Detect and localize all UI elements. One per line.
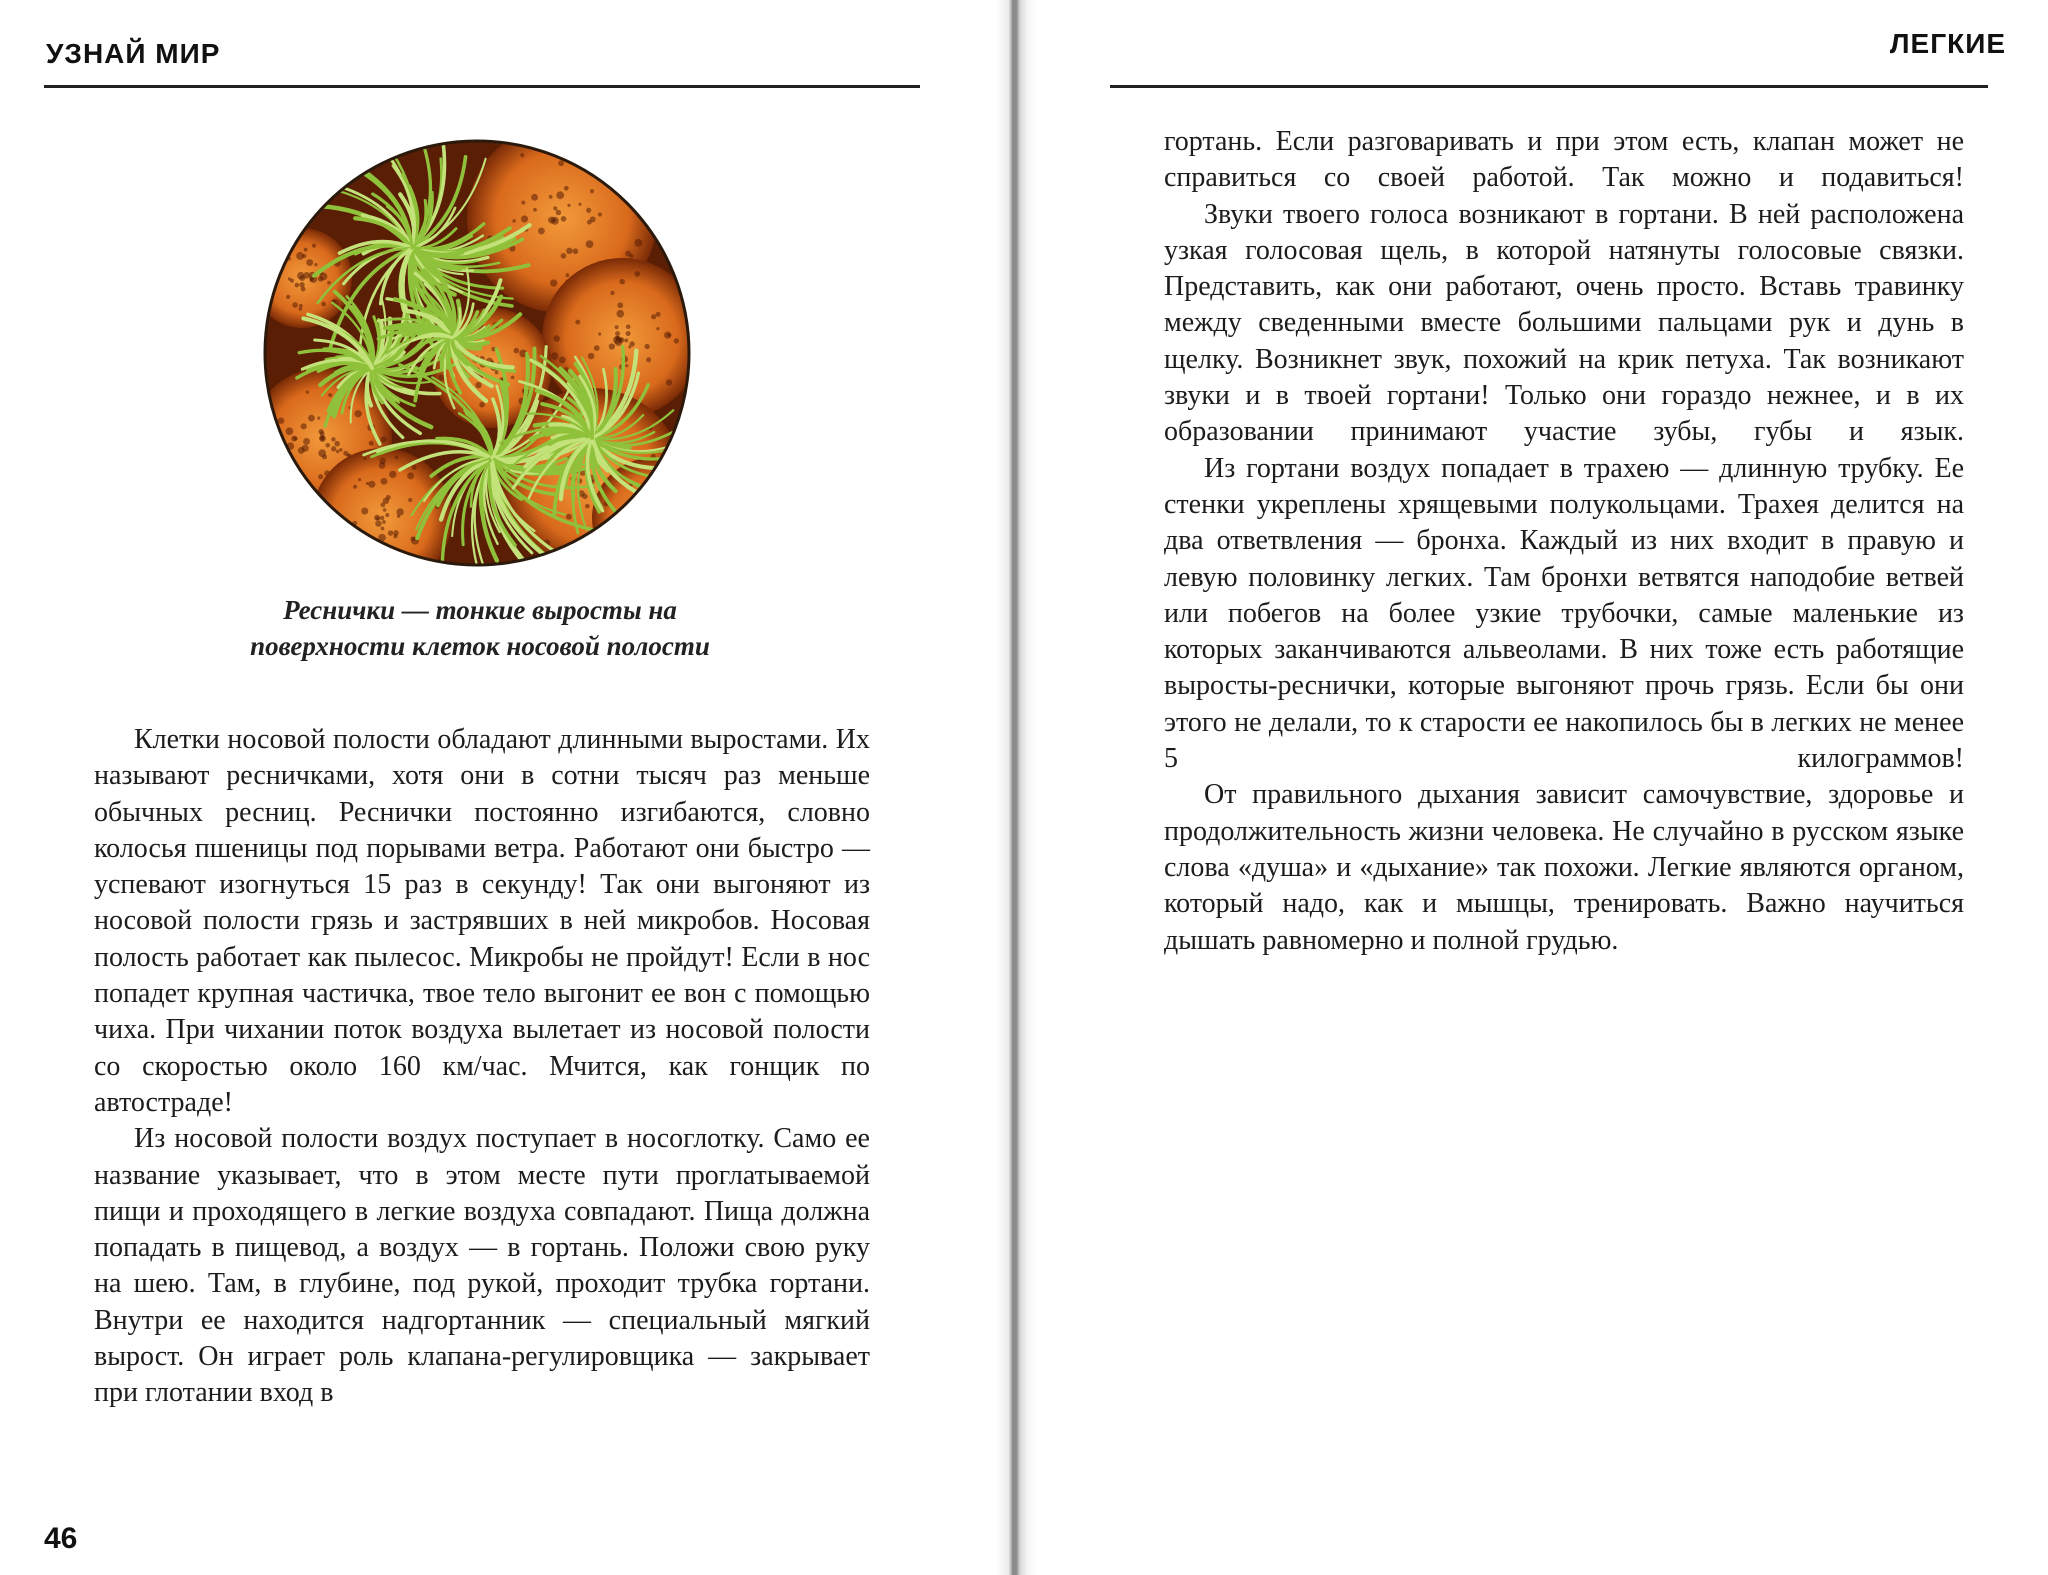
cell-texture-dot [395,455,399,459]
cell-texture-dot [640,505,647,512]
cell-texture-dot [318,276,324,282]
cell-texture-dot [624,338,628,342]
cell-texture-dot [657,508,665,516]
cell-texture-dot [657,526,663,532]
cell-texture-dot [381,527,385,531]
cell-texture-dot [669,530,676,537]
cell-texture-dot [318,449,326,457]
cell-texture-dot [642,501,649,508]
cell-texture-dot [292,302,298,308]
cell-texture-dot [645,562,652,568]
paragraph: Из носовой полости воздух поступает в носоглотку. Само ее название указывает, что в этом месте пути проглатываемой пищи и проходящего в легкие воздуха совпадают. Пища должна попадать в пищевод, а воздух — в гортань. Положи свою руку на шею. Там, в глубине, под рукой, проходит трубка гортани. Внутри ее находится надгортанник — специальный мягкий вырост. Он играет роль клапана-регулировщика — закрывает при глотании вход в [94,1123,870,1409]
cell-texture-dot [301,423,307,429]
cell-texture-dot [594,345,600,351]
cell-texture-dot [318,474,323,479]
cell-texture-dot [626,324,631,329]
cell-texture-dot [554,335,560,341]
cell-texture-dot [619,338,622,341]
cell-texture-dot [278,468,281,471]
cell-texture-dot [475,382,481,388]
cell-texture-dot [651,515,654,518]
cell-texture-dot [331,446,336,451]
cilia-illustration [262,138,692,568]
cell-texture-dot [299,275,305,281]
header-rule-left [44,85,920,88]
cell-texture-dot [682,552,686,556]
header-rule-right [1110,85,1988,88]
cell-texture-dot [339,448,342,451]
right-page [1022,0,2048,1575]
cell-texture-dot [335,548,342,555]
cell-texture-dot [262,271,265,279]
cell-texture-dot [366,482,369,485]
cell-texture-dot [299,282,304,287]
cell-texture-dot [548,217,555,224]
cell-texture-dot [661,521,665,525]
cell-texture-dot [656,312,661,317]
cell-texture-dot [561,216,567,222]
cell-texture-dot [298,447,305,454]
running-head-right: ЛЕГКИЕ [1889,28,2006,59]
cell-texture-dot [603,538,609,544]
figure-caption [140,592,820,664]
cell-texture-dot [376,517,380,521]
cell-texture-dot [306,390,309,393]
cell-texture-dot [566,248,572,254]
cell-texture-dot [656,327,659,330]
cell-texture-dot [561,253,567,259]
cell-texture-dot [680,517,687,524]
cell-texture-dot [679,476,686,483]
cell-texture-dot [268,281,272,285]
cell-texture-dot [630,517,637,524]
page-number: 46 [44,1522,78,1555]
cell-texture-dot [278,417,284,423]
cell-texture-dot [621,553,628,560]
cell-texture-dot [521,201,525,205]
cell-texture-dot [408,498,412,502]
cell-texture-dot [495,371,499,375]
paragraph: гортань. Если разговаривать и при этом есть, клапан может не справиться со своей работой. Так можно и подавиться! [1164,126,1964,194]
cell-texture-dot [383,498,389,504]
cell-texture-dot [652,567,656,568]
cell-texture-dot [566,514,572,520]
cell-texture-dot [353,485,357,489]
cell-texture-dot [327,281,331,285]
cell-texture-dot [538,227,545,234]
cell-texture-dot [649,516,654,521]
cell-texture-dot [549,195,553,199]
cell-texture-dot [656,475,660,479]
paragraph: Звуки твоего голоса возникают в гортани. В ней расположена узкая голосовая щель, в которой натянуты голосовые связки. Представить, как они работают, очень просто. Вставь травинку между сведенными вместе большими пальцами рук и дунь в щелку. Возникнет звук, похожий на крик петуха. Так возникают звуки и в твоей гортани! Только они гораздо нежнее, и в их образовании принимают участие зубы, губы и язык. [1164,198,1964,448]
cell-texture-dot [558,160,564,166]
cell-texture-dot [572,248,578,254]
cell-texture-dot [675,513,678,516]
cell-texture-dot [397,515,400,518]
paragraph: От правильного дыхания зависит самочувствие, здоровье и продолжительность жизни человека. Не случайно в русском языке слова «душа» и «дыхание» так похожи. Легкие являются органом, который надо, как и мышцы, тренировать. Важно научиться дышать равномерно и полной грудью. [1164,779,1964,956]
cell-texture-dot [334,441,339,446]
cell-texture-dot [595,153,599,157]
cell-texture-dot [559,357,566,364]
cell-texture-dot [636,199,643,206]
cell-texture-dot [383,508,387,512]
cell-texture-dot [598,333,601,336]
cell-texture-dot [668,540,674,546]
cell-texture-dot [369,441,374,446]
cell-texture-dot [586,208,591,213]
cell-texture-dot [396,508,403,515]
cell-texture-dot [567,204,570,207]
cell-texture-dot [646,357,651,362]
cell-texture-dot [625,364,628,367]
cell-texture-dot [328,393,332,397]
cell-texture-dot [381,478,388,485]
cell-texture-dot [379,458,386,465]
cell-texture-dot [618,545,622,549]
cell-texture-dot [514,348,520,354]
gutter-spine-line [1012,0,1017,1575]
cell-texture-dot [648,546,656,554]
cell-texture-dot [521,215,528,222]
cell-texture-dot [381,436,387,442]
cell-texture-dot [651,493,657,499]
cell-texture-dot [299,304,303,308]
cell-texture-dot [586,240,594,248]
cell-texture-dot [619,549,625,555]
cilia-micrograph-image [262,138,692,568]
cell-texture-dot [389,471,396,478]
cell-texture-dot [331,437,335,441]
cell-texture-dot [294,283,299,288]
cell-texture-dot [399,554,403,558]
cell-texture-dot [588,353,595,360]
cell-texture-dot [533,208,537,212]
cell-texture-dot [511,376,515,380]
cell-texture-dot [647,527,650,530]
cell-texture-dot [412,465,417,470]
running-head-left: УЗНАЙ МИР [46,38,221,69]
cell-texture-dot [590,189,594,193]
cell-texture-dot [651,314,656,319]
cell-texture-dot [321,436,324,439]
cell-texture-dot [666,379,672,385]
cell-texture-dot [321,302,326,307]
cell-texture-dot [325,443,330,448]
cell-texture-dot [565,273,569,277]
cell-texture-dot [598,212,602,216]
cell-texture-dot [659,486,667,494]
cell-texture-dot [629,538,635,544]
cell-texture-dot [314,263,317,266]
cell-texture-dot [667,333,671,337]
cell-texture-dot [380,516,385,521]
cell-texture-dot [668,512,675,519]
cell-texture-dot [375,520,381,526]
cell-texture-dot [626,331,631,336]
cell-texture-dot [556,210,561,215]
cell-texture-dot [388,530,393,535]
cell-texture-dot [651,517,658,524]
cell-texture-dot [262,285,265,291]
cell-texture-dot [575,320,580,325]
cell-texture-dot [674,338,679,343]
cell-texture-dot [512,219,516,223]
cell-texture-dot [617,302,623,308]
cell-texture-dot [296,252,304,260]
cell-texture-dot [264,293,270,299]
cell-texture-dot [306,259,313,266]
cell-texture-dot [657,472,664,479]
cell-texture-dot [646,558,653,565]
cell-texture-dot [556,191,564,199]
cell-texture-dot [531,194,538,201]
cell-texture-dot [520,153,524,157]
cell-texture-dot [686,492,689,495]
cell-texture-dot [590,216,596,222]
cell-texture-dot [291,436,297,442]
cell-texture-dot [629,341,634,346]
cell-texture-dot [382,520,386,524]
cell-texture-dot [585,504,590,509]
cell-texture-dot [619,279,625,285]
cell-texture-dot [385,513,389,517]
cell-texture-dot [273,248,279,254]
cell-texture-dot [358,478,361,481]
cell-texture-dot [364,457,367,460]
cell-texture-dot [393,534,397,538]
cell-texture-dot [651,517,655,521]
cell-texture-dot [479,402,485,408]
caption-line-1: Реснички — тонкие выросты на [283,595,677,625]
cell-texture-dot [610,291,614,295]
paragraph: Из гортани воздух попадает в трахею — длинную трубку. Ее стенки укреплены хрящевыми полукольцами. Трахея делится на два ответвления — бронха. Каждый из них входит в правую и левую половинку легких. Там бронхи ветвятся наподобие ветвей или побегов на более узкие трубочки, самые маленькие из которых заканчиваются альвеолами. В них тоже есть работящие выросты-реснички, которые выгоняют прочь грязь. Если бы они этого не делали, то к старости ее накопилось бы в легких не менее 5 килограммов! [1164,452,1964,775]
cell-texture-dot [263,280,269,286]
cell-texture-dot [564,186,569,191]
cell-texture-dot [684,527,688,531]
cell-texture-dot [317,417,320,420]
left-page [0,0,1008,1575]
cell-texture-dot [312,244,316,248]
cell-texture-dot [634,239,642,247]
cell-texture-dot [629,254,633,258]
cell-texture-dot [634,271,640,277]
cell-texture-dot [270,267,276,273]
cell-texture-dot [551,352,558,359]
cell-texture-dot [673,499,680,506]
cell-texture-dot [303,438,310,445]
cell-texture-dot [646,519,651,524]
cell-texture-dot [648,513,655,520]
cell-texture-dot [368,481,375,488]
cell-texture-dot [361,507,368,514]
left-body-text [94,722,870,1412]
caption-line-2: поверхности клеток носовой полости [250,631,710,661]
cell-texture-dot [286,295,290,299]
cell-texture-dot [290,279,294,283]
cell-texture-dot [354,548,360,554]
cell-texture-dot [267,450,271,454]
cell-texture-dot [616,310,624,318]
cell-texture-dot [641,517,647,523]
cell-texture-dot [354,410,361,417]
cell-texture-dot [336,450,340,454]
cell-texture-dot [654,474,660,480]
cell-texture-dot [299,307,303,311]
cell-texture-dot [553,206,557,210]
cell-texture-dot [357,562,365,568]
cell-texture-dot [274,243,277,246]
cell-texture-dot [578,203,581,206]
cell-texture-dot [308,415,315,422]
cell-texture-dot [661,509,668,516]
cell-texture-dot [615,325,619,329]
right-body-text [1164,124,1964,959]
cell-texture-dot [615,331,620,336]
cell-texture-dot [407,472,414,479]
cell-texture-dot [301,287,306,292]
paragraph: Клетки носовой полости обладают длинными выростами. Их называют ресничками, хотя они в сотни тысяч раз меньше обычных ресниц. Реснички постоянно изгибаются, словно колосья пшеницы под порывами ветра. Работают они быстро — успевают изогнуться 15 раз в секунду! Так они выгоняют из носовой полости грязь и застрявших в ней микробов. Носовая полость работает как пылесос. Микробы не пройдут! Если в нос попадет крупная частичка, твое тело выгонит ее вон с помощью чиха. При чихании поток воздуха вылетает из носовой полости со скоростью около 160 км/час. Мчится, как гонщик по автостраде! [94,724,870,1118]
cell-texture-dot [550,279,557,286]
cell-texture-dot [582,494,588,500]
cell-texture-dot [609,343,615,349]
cell-texture-dot [645,344,650,349]
cell-texture-dot [304,248,308,252]
cell-texture-dot [286,427,294,435]
